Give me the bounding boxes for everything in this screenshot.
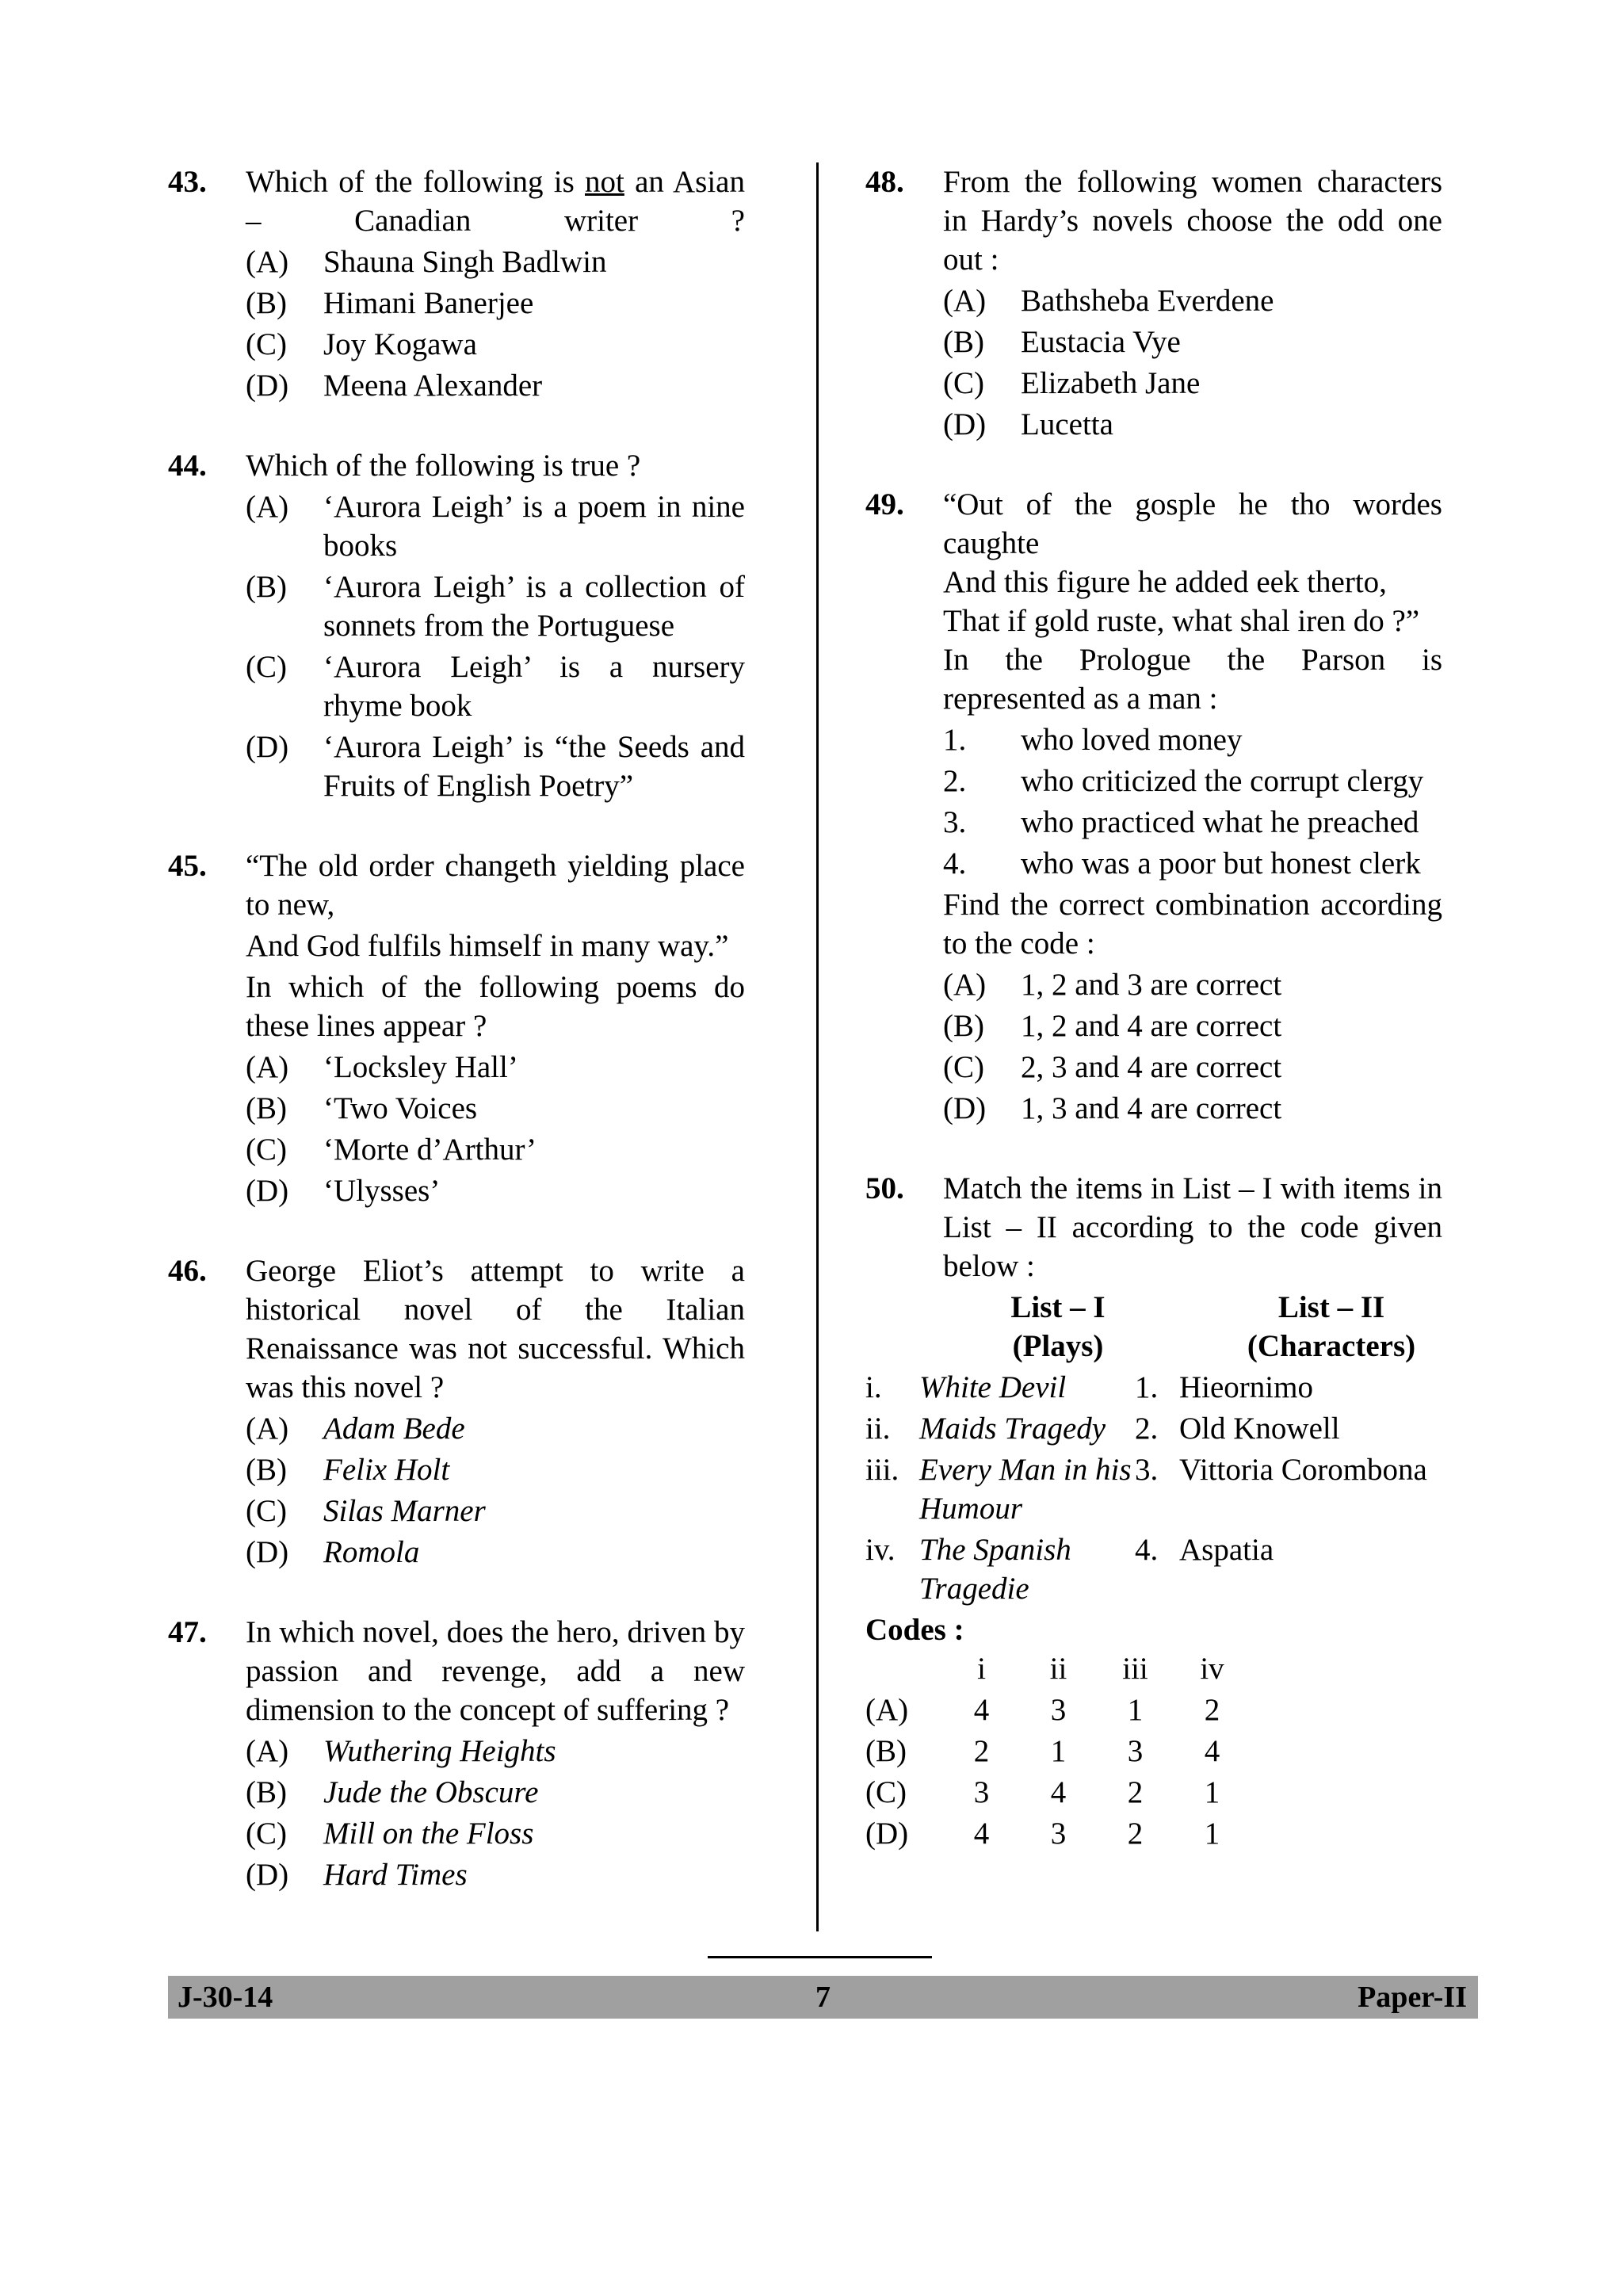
code-value: 2 <box>1127 1775 1144 1809</box>
code-option-label: (D) <box>865 1817 909 1851</box>
match-label: 2. <box>1135 1412 1159 1446</box>
right-column <box>865 162 1442 1853</box>
match-label: i. <box>865 1370 882 1404</box>
codes-header-cell: i <box>977 1652 986 1686</box>
question-number: 44. <box>168 449 207 483</box>
option-d: (D) Hard Times <box>246 1858 468 1892</box>
list-headers <box>943 1288 1442 1366</box>
quoted-line-1: “Out of the gosple he tho wordes caughte <box>943 487 1442 560</box>
code-value: 3 <box>1050 1817 1067 1851</box>
match-label: 1. <box>1135 1370 1159 1404</box>
match-row <box>865 1368 1442 1407</box>
footer-rule <box>708 1956 932 1958</box>
match-character: Vittoria Corombona <box>1179 1453 1427 1487</box>
option-d: (D) ‘Aurora Leigh’ is “the Seeds and Fruits of English Poetry” <box>246 730 745 803</box>
question-number: 46. <box>168 1254 207 1288</box>
question-46 <box>168 1251 745 1572</box>
left-column <box>168 162 745 1894</box>
code-value: 1 <box>1127 1693 1144 1727</box>
quoted-lines-2: And God fulfils himself in many way.” <box>246 929 729 963</box>
code-option-d <box>865 1814 1442 1853</box>
option-c: (C) ‘Aurora Leigh’ is a nursery rhyme book <box>246 650 745 723</box>
codes-header-cell: iv <box>1200 1652 1224 1686</box>
match-label: iii. <box>865 1453 899 1487</box>
code-value: 3 <box>973 1775 990 1809</box>
statement-4: 4. who was a poor but honest clerk <box>943 846 1421 881</box>
code-value: 1 <box>1204 1775 1220 1809</box>
code-value: 1 <box>1050 1734 1067 1768</box>
option-a: (A) ‘Aurora Leigh’ is a poem in nine books <box>246 490 745 563</box>
question-text: Match the items in List – I with items in List – II according to the code given below : <box>943 1171 1442 1283</box>
question-number: 49. <box>865 487 904 521</box>
codes-title: Codes : <box>865 1613 964 1647</box>
option-a: (A) Adam Bede <box>246 1412 465 1446</box>
match-row <box>865 1409 1442 1448</box>
match-label: ii. <box>865 1412 891 1446</box>
option-b: (B) Jude the Obscure <box>246 1775 539 1809</box>
match-character: Hieornimo <box>1179 1370 1313 1404</box>
list-1-subtitle: (Plays) <box>1012 1329 1104 1363</box>
statement-1: 1. who loved money <box>943 723 1243 757</box>
option-d: (D) Lucetta <box>943 407 1113 441</box>
code-value: 3 <box>1050 1693 1067 1727</box>
match-label: 3. <box>1135 1453 1159 1487</box>
option-b: (B) 1, 2 and 4 are correct <box>943 1009 1282 1043</box>
question-44 <box>168 446 745 805</box>
option-b: (B) Felix Holt <box>246 1453 450 1487</box>
match-label: 4. <box>1135 1533 1159 1567</box>
question-number: 43. <box>168 165 207 199</box>
code-value: 4 <box>1204 1734 1220 1768</box>
question-text: In which novel, does the hero, driven by passion and revenge, add a new dimension to the concept of suffering ? <box>246 1615 745 1727</box>
codes-header-cell: ii <box>1049 1652 1067 1686</box>
code-option-label: (C) <box>865 1775 907 1809</box>
paper-code: J-30-14 <box>178 1981 273 2014</box>
question-text: Which of the following is not an Asian – Canadian writer ? <box>246 165 745 238</box>
question-number: 50. <box>865 1171 904 1205</box>
question-text: From the following women characters in Hardy’s novels choose the odd one out : <box>943 165 1442 277</box>
question-48 <box>865 162 1442 444</box>
question-number: 45. <box>168 849 207 883</box>
option-c: (C) Elizabeth Jane <box>943 366 1201 400</box>
question-text: In which of the following poems do these lines appear ? <box>246 970 745 1043</box>
option-d: (D) Romola <box>246 1535 420 1569</box>
code-value: 2 <box>973 1734 990 1768</box>
match-table <box>865 1368 1442 1853</box>
match-play: The Spanish Tragedie <box>919 1533 1071 1606</box>
codes-header-cell: iii <box>1122 1652 1148 1686</box>
statement-2: 2. who criticized the corrupt clergy <box>943 764 1424 798</box>
question-text: Which of the following is true ? <box>246 449 641 483</box>
match-row <box>865 1530 1442 1608</box>
code-option-label: (B) <box>865 1734 907 1768</box>
footer-bar <box>168 1976 1478 2019</box>
quoted-lines-1: “The old order changeth yielding place to new, <box>246 849 745 922</box>
code-value: 3 <box>1127 1734 1144 1768</box>
question-45 <box>168 846 745 1210</box>
question-text: In the Prologue the Parson is represented as a man : <box>943 643 1442 716</box>
question-text: George Eliot’s attempt to write a historical novel of the Italian Renaissance was not successful. Which was this novel ? <box>246 1254 745 1404</box>
codes-header <box>865 1649 1442 1688</box>
statement-3: 3. who practiced what he preached <box>943 805 1419 839</box>
code-value: 4 <box>973 1817 990 1851</box>
page-number: 7 <box>815 1981 831 2014</box>
code-prompt: Find the correct combination according to the code : <box>943 888 1442 961</box>
option-c: (C) Mill on the Floss <box>246 1817 534 1851</box>
option-a: (A) Shauna Singh Badlwin <box>246 245 607 279</box>
option-d: (D) 1, 3 and 4 are correct <box>943 1091 1282 1125</box>
question-50 <box>865 1169 1442 1853</box>
column-divider <box>816 162 819 1931</box>
question-43 <box>168 162 745 405</box>
code-value: 1 <box>1204 1817 1220 1851</box>
option-c: (C) Joy Kogawa <box>246 327 477 361</box>
match-label: iv. <box>865 1533 896 1567</box>
match-play: Every Man in his Humour <box>919 1453 1132 1526</box>
code-value: 2 <box>1127 1817 1144 1851</box>
list-2-title: List – II <box>1277 1290 1385 1324</box>
quoted-line-2: And this figure he added eek therto, <box>943 565 1387 599</box>
match-play: White Devil <box>919 1370 1067 1404</box>
option-b: (B) ‘Aurora Leigh’ is a collection of sonnets from the Portuguese <box>246 570 745 643</box>
code-option-a <box>865 1690 1442 1729</box>
match-play: Maids Tragedy <box>919 1412 1106 1446</box>
list-2-subtitle: (Characters) <box>1247 1329 1416 1363</box>
list-1-title: List – I <box>1010 1290 1106 1324</box>
option-b: (B) Himani Banerjee <box>246 286 534 320</box>
option-c: (C) 2, 3 and 4 are correct <box>943 1050 1282 1084</box>
code-value: 4 <box>973 1693 990 1727</box>
match-row <box>865 1450 1442 1528</box>
question-number: 48. <box>865 165 904 199</box>
match-character: Aspatia <box>1179 1533 1274 1567</box>
code-option-b <box>865 1732 1442 1771</box>
option-a: (A) Bathsheba Everdene <box>943 284 1274 318</box>
question-49 <box>865 485 1442 1128</box>
match-character: Old Knowell <box>1179 1412 1340 1446</box>
code-value: 2 <box>1204 1693 1220 1727</box>
option-b: (B) Eustacia Vye <box>943 325 1181 359</box>
option-c: (C) Silas Marner <box>246 1494 486 1528</box>
option-d: (D) Meena Alexander <box>246 369 543 403</box>
code-option-label: (A) <box>865 1693 909 1727</box>
option-c: (C) ‘Morte d’Arthur’ <box>246 1133 537 1167</box>
option-a: (A) Wuthering Heights <box>246 1734 556 1768</box>
paper-label: Paper-II <box>1358 1981 1467 2014</box>
code-option-c <box>865 1773 1442 1812</box>
option-d: (D) ‘Ulysses’ <box>246 1174 441 1208</box>
quoted-line-3: That if gold ruste, what shal iren do ?” <box>943 604 1420 638</box>
question-number: 47. <box>168 1615 207 1649</box>
question-47 <box>168 1613 745 1894</box>
option-a: (A) ‘Locksley Hall’ <box>246 1050 518 1084</box>
code-value: 4 <box>1050 1775 1067 1809</box>
option-a: (A) 1, 2 and 3 are correct <box>943 968 1282 1002</box>
option-b: (B) ‘Two Voices <box>246 1091 478 1125</box>
